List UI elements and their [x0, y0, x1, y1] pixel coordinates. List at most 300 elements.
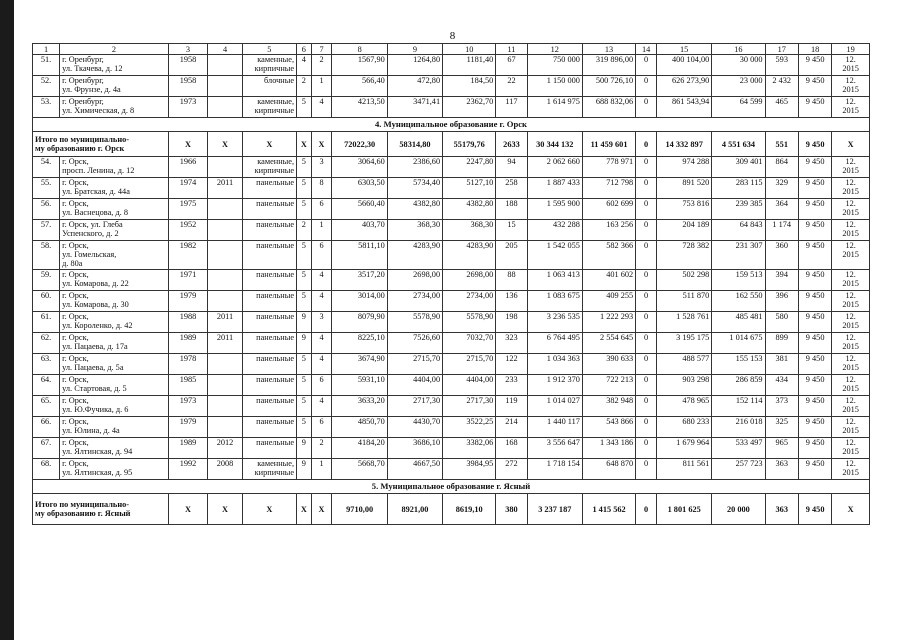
table-row: [33, 354, 870, 375]
cell-line: г. Орск,: [62, 396, 89, 405]
table-row: [33, 375, 870, 396]
limit-cost: 9 450: [798, 270, 831, 291]
floors: 5: [297, 97, 312, 118]
area-value: 3984,95: [443, 459, 496, 480]
cost-value: 0: [636, 55, 657, 76]
area-value: 2362,70: [443, 97, 496, 118]
total-value: 9 450: [798, 494, 831, 525]
area-value: 368,30: [443, 220, 496, 241]
cell-line: г. Орск,: [62, 459, 89, 468]
cell-line: му образованию г. Орск: [35, 144, 125, 153]
cell-line: панельные: [256, 241, 295, 250]
address-cell: [60, 55, 169, 76]
cost-value: 0: [636, 97, 657, 118]
year-commissioned: [208, 76, 242, 97]
row-number: 66.: [33, 417, 60, 438]
total-value: X: [242, 132, 296, 157]
table-row: [33, 417, 870, 438]
total-value: 0: [636, 132, 657, 157]
table-row: [33, 312, 870, 333]
floors: 5: [297, 375, 312, 396]
wall-material: [242, 291, 296, 312]
section-title: 5. Муниципальное образование г. Ясный: [33, 480, 870, 494]
completion-date: [832, 241, 870, 270]
entrances: 4: [311, 291, 332, 312]
row-number: 53.: [33, 97, 60, 118]
area-value: 1181,40: [443, 55, 496, 76]
year-built: 1975: [168, 199, 208, 220]
table-row: [33, 291, 870, 312]
limit-cost: 9 450: [798, 396, 831, 417]
section-row: [33, 480, 870, 494]
completion-date: [832, 396, 870, 417]
cost-value: 1 014 027: [527, 396, 582, 417]
cell-line: 2015: [842, 229, 859, 238]
area-value: 3674,90: [332, 354, 387, 375]
cost-value: 543 866: [582, 417, 635, 438]
entrances: 4: [311, 396, 332, 417]
area-value: 2715,70: [443, 354, 496, 375]
row-number: 64.: [33, 375, 60, 396]
address-cell: [60, 438, 169, 459]
column-header: 15: [657, 44, 712, 55]
column-header: 18: [798, 44, 831, 55]
cost-value: 0: [636, 178, 657, 199]
cell-line: 12.: [845, 417, 856, 426]
wall-material: [242, 55, 296, 76]
area-value: 4382,80: [387, 199, 442, 220]
cost-value: 309 401: [712, 157, 765, 178]
cell-line: каменные,: [257, 55, 295, 64]
column-header: 7: [311, 44, 332, 55]
cell-line: д. 80а: [62, 259, 83, 268]
area-value: 368,30: [387, 220, 442, 241]
cell-line: панельные: [256, 178, 295, 187]
cost-value: 2 062 660: [527, 157, 582, 178]
cost-value: 511 870: [657, 291, 712, 312]
cell-line: г. Орск,: [62, 157, 89, 166]
floors: 5: [297, 270, 312, 291]
year-built: 1979: [168, 291, 208, 312]
cost-value: 1 150 000: [527, 76, 582, 97]
completion-date: [832, 291, 870, 312]
row-number: 65.: [33, 396, 60, 417]
cost-value: 0: [636, 375, 657, 396]
cell-line: 12.: [845, 375, 856, 384]
cell-line: г. Орск,: [62, 354, 89, 363]
limit-cost: 9 450: [798, 375, 831, 396]
cell-line: 2015: [842, 321, 859, 330]
cost-value: 319 896,00: [582, 55, 635, 76]
total-value: 9 450: [798, 132, 831, 157]
unit-cost: 580: [765, 312, 798, 333]
year-built: 1952: [168, 220, 208, 241]
table-row: [33, 55, 870, 76]
cost-value: 478 965: [657, 396, 712, 417]
cell-line: 2015: [842, 85, 859, 94]
cost-value: 3 195 175: [657, 333, 712, 354]
area-value: 3064,60: [332, 157, 387, 178]
area-value: 5578,90: [387, 312, 442, 333]
cell-line: г. Оренбург,: [62, 55, 104, 64]
column-header: 12: [527, 44, 582, 55]
area-value: 1567,90: [332, 55, 387, 76]
residents: 188: [496, 199, 527, 220]
cell-line: панельные: [256, 417, 295, 426]
cost-value: 400 104,00: [657, 55, 712, 76]
cell-line: 12.: [845, 157, 856, 166]
total-value: 8619,10: [443, 494, 496, 525]
wall-material: [242, 375, 296, 396]
unit-cost: 363: [765, 459, 798, 480]
residents: 233: [496, 375, 527, 396]
unit-cost: 1 174: [765, 220, 798, 241]
cost-value: 1 222 293: [582, 312, 635, 333]
area-value: 5734,40: [387, 178, 442, 199]
table-row: [33, 438, 870, 459]
year-commissioned: [208, 375, 242, 396]
address-cell: [60, 312, 169, 333]
cell-line: г. Орск,: [62, 312, 89, 321]
area-value: 403,70: [332, 220, 387, 241]
cell-line: му образованию г. Ясный: [35, 509, 131, 518]
row-number: 54.: [33, 157, 60, 178]
area-value: 2247,80: [443, 157, 496, 178]
year-commissioned: [208, 270, 242, 291]
unit-cost: 465: [765, 97, 798, 118]
cost-value: 1 083 675: [527, 291, 582, 312]
total-value: X: [168, 494, 208, 525]
limit-cost: 9 450: [798, 199, 831, 220]
limit-cost: 9 450: [798, 417, 831, 438]
area-value: 2715,70: [387, 354, 442, 375]
cost-value: 903 298: [657, 375, 712, 396]
cell-line: Итого по муниципально-: [35, 135, 130, 144]
completion-date: [832, 76, 870, 97]
cost-value: 0: [636, 438, 657, 459]
area-value: 184,50: [443, 76, 496, 97]
area-value: 566,40: [332, 76, 387, 97]
floors: 5: [297, 291, 312, 312]
floors: 5: [297, 199, 312, 220]
cost-value: 432 288: [527, 220, 582, 241]
area-value: 4283,90: [387, 241, 442, 270]
row-number: 52.: [33, 76, 60, 97]
address-cell: [60, 291, 169, 312]
entrances: 8: [311, 178, 332, 199]
residents: 122: [496, 354, 527, 375]
cell-line: ул. Гомельская,: [62, 250, 117, 259]
limit-cost: 9 450: [798, 291, 831, 312]
year-commissioned: [208, 396, 242, 417]
floors: 4: [297, 55, 312, 76]
cell-line: блочные: [264, 76, 295, 85]
entrances: 4: [311, 354, 332, 375]
wall-material: [242, 354, 296, 375]
cost-value: 778 971: [582, 157, 635, 178]
total-value: 30 344 132: [527, 132, 582, 157]
cost-value: 648 870: [582, 459, 635, 480]
address-cell: [60, 354, 169, 375]
address-cell: [60, 178, 169, 199]
total-value: X: [208, 132, 242, 157]
address-cell: [60, 270, 169, 291]
column-header: 17: [765, 44, 798, 55]
table-row: [33, 396, 870, 417]
unit-cost: 396: [765, 291, 798, 312]
floors: 2: [297, 76, 312, 97]
unit-cost: 364: [765, 199, 798, 220]
year-commissioned: [208, 291, 242, 312]
cost-value: 1 614 975: [527, 97, 582, 118]
total-value: 363: [765, 494, 798, 525]
area-value: 2717,30: [387, 396, 442, 417]
address-cell: [60, 375, 169, 396]
limit-cost: 9 450: [798, 438, 831, 459]
cell-line: Итого по муниципально-: [35, 500, 130, 509]
column-header: 16: [712, 44, 765, 55]
year-built: 1958: [168, 55, 208, 76]
year-commissioned: [208, 157, 242, 178]
cost-value: 753 816: [657, 199, 712, 220]
cell-line: 2015: [842, 208, 859, 217]
section-row: [33, 118, 870, 132]
column-header: 2: [60, 44, 169, 55]
cost-value: 0: [636, 76, 657, 97]
year-commissioned: [208, 241, 242, 270]
address-cell: [60, 157, 169, 178]
unit-cost: 360: [765, 241, 798, 270]
cell-line: ул. Химическая, д. 8: [62, 106, 135, 115]
cell-line: 12.: [845, 97, 856, 106]
cell-line: каменные,: [257, 459, 295, 468]
table-row: [33, 333, 870, 354]
residents: 258: [496, 178, 527, 199]
row-number: 59.: [33, 270, 60, 291]
cost-value: 0: [636, 270, 657, 291]
total-value: X: [297, 132, 312, 157]
row-number: 62.: [33, 333, 60, 354]
unit-cost: 2 432: [765, 76, 798, 97]
cell-line: 12.: [845, 354, 856, 363]
table-body: [33, 44, 870, 525]
unit-cost: 329: [765, 178, 798, 199]
area-value: 5931,10: [332, 375, 387, 396]
completion-date: [832, 459, 870, 480]
cell-line: кирпичные: [254, 166, 295, 175]
row-number: 67.: [33, 438, 60, 459]
cost-value: 152 114: [712, 396, 765, 417]
cell-line: г. Орск,: [62, 438, 89, 447]
cell-line: 12.: [845, 76, 856, 85]
cell-line: панельные: [256, 199, 295, 208]
wall-material: [242, 417, 296, 438]
residents: 117: [496, 97, 527, 118]
year-built: 1988: [168, 312, 208, 333]
year-built: 1989: [168, 333, 208, 354]
total-value: 14 332 897: [657, 132, 712, 157]
total-value: 0: [636, 494, 657, 525]
cell-line: панельные: [256, 220, 295, 229]
floors: 9: [297, 312, 312, 333]
cell-line: 12.: [845, 220, 856, 229]
housing-table: [32, 43, 870, 525]
floors: 5: [297, 157, 312, 178]
cell-line: ул. Ялтинская, д. 95: [62, 468, 133, 477]
cost-value: 1 063 413: [527, 270, 582, 291]
wall-material: [242, 333, 296, 354]
table-row: [33, 97, 870, 118]
column-header: 11: [496, 44, 527, 55]
residents: 136: [496, 291, 527, 312]
cell-line: 2015: [842, 363, 859, 372]
completion-date: [832, 270, 870, 291]
area-value: 5811,10: [332, 241, 387, 270]
completion-date: [832, 312, 870, 333]
column-header: 13: [582, 44, 635, 55]
wall-material: [242, 97, 296, 118]
total-value: X: [297, 494, 312, 525]
column-header: 4: [208, 44, 242, 55]
cell-line: 2015: [842, 64, 859, 73]
address-cell: [60, 459, 169, 480]
total-label: [33, 494, 169, 525]
completion-date: [832, 199, 870, 220]
table-row: [33, 459, 870, 480]
column-header: 5: [242, 44, 296, 55]
page-number: 8: [449, 30, 456, 42]
residents: 198: [496, 312, 527, 333]
cost-value: 728 382: [657, 241, 712, 270]
cell-line: панельные: [256, 354, 295, 363]
cost-value: 1 034 363: [527, 354, 582, 375]
area-value: 5660,40: [332, 199, 387, 220]
year-built: 1958: [168, 76, 208, 97]
year-built: 1971: [168, 270, 208, 291]
residents: 94: [496, 157, 527, 178]
cost-value: 159 513: [712, 270, 765, 291]
year-built: 1979: [168, 417, 208, 438]
table-row: [33, 241, 870, 270]
area-value: 5578,90: [443, 312, 496, 333]
row-number: 68.: [33, 459, 60, 480]
cell-line: г. Орск,: [62, 178, 89, 187]
limit-cost: 9 450: [798, 76, 831, 97]
column-header: 19: [832, 44, 870, 55]
cost-value: 382 948: [582, 396, 635, 417]
year-built: 1982: [168, 241, 208, 270]
total-value: X: [208, 494, 242, 525]
area-value: 2717,30: [443, 396, 496, 417]
cell-line: 2015: [842, 279, 859, 288]
column-header: 3: [168, 44, 208, 55]
cell-line: г. Орск,: [62, 270, 89, 279]
residents: 67: [496, 55, 527, 76]
cost-value: 30 000: [712, 55, 765, 76]
row-number: 55.: [33, 178, 60, 199]
wall-material: [242, 178, 296, 199]
cost-value: 0: [636, 199, 657, 220]
cost-value: 23 000: [712, 76, 765, 97]
cell-line: 12.: [845, 241, 856, 250]
entrances: 6: [311, 199, 332, 220]
limit-cost: 9 450: [798, 97, 831, 118]
completion-date: [832, 354, 870, 375]
column-header: 6: [297, 44, 312, 55]
entrances: 2: [311, 55, 332, 76]
area-value: 3517,20: [332, 270, 387, 291]
row-number: 57.: [33, 220, 60, 241]
cell-line: ул. Пацаева, д. 17а: [62, 342, 128, 351]
floors: 5: [297, 396, 312, 417]
year-commissioned: [208, 97, 242, 118]
table-row: [33, 76, 870, 97]
cell-line: ул. Фрунзе, д. 4а: [62, 85, 121, 94]
cell-line: панельные: [256, 333, 295, 342]
year-built: 1974: [168, 178, 208, 199]
year-built: 1973: [168, 396, 208, 417]
floors: 9: [297, 438, 312, 459]
cell-line: ул. Ю.Фучика, д. 6: [62, 405, 129, 414]
area-value: 4213,50: [332, 97, 387, 118]
cost-value: 64 599: [712, 97, 765, 118]
cell-line: г. Орск,: [62, 375, 89, 384]
cost-value: 500 726,10: [582, 76, 635, 97]
entrances: 2: [311, 438, 332, 459]
cost-value: 6 764 495: [527, 333, 582, 354]
limit-cost: 9 450: [798, 220, 831, 241]
cell-line: 12.: [845, 333, 856, 342]
wall-material: [242, 241, 296, 270]
cost-value: 974 288: [657, 157, 712, 178]
area-value: 4404,00: [443, 375, 496, 396]
area-value: 5127,10: [443, 178, 496, 199]
cost-value: 257 723: [712, 459, 765, 480]
cell-line: 2015: [842, 187, 859, 196]
cell-line: г. Орск,: [62, 241, 89, 250]
total-row: [33, 494, 870, 525]
cell-line: ул. Братская, д. 44а: [62, 187, 130, 196]
unit-cost: 434: [765, 375, 798, 396]
cell-line: 2015: [842, 106, 859, 115]
address-cell: [60, 241, 169, 270]
total-value: 551: [765, 132, 798, 157]
row-number: 60.: [33, 291, 60, 312]
area-value: 2698,00: [443, 270, 496, 291]
wall-material: [242, 396, 296, 417]
year-built: 1985: [168, 375, 208, 396]
area-value: 6303,50: [332, 178, 387, 199]
area-value: 3522,25: [443, 417, 496, 438]
entrances: 4: [311, 97, 332, 118]
section-title: 4. Муниципальное образование г. Орск: [33, 118, 870, 132]
year-commissioned: 2012: [208, 438, 242, 459]
cell-line: Успенского, д. 2: [62, 229, 119, 238]
area-value: 2386,60: [387, 157, 442, 178]
address-cell: [60, 396, 169, 417]
total-value: 55179,76: [443, 132, 496, 157]
cell-line: каменные,: [257, 157, 295, 166]
cell-line: 12.: [845, 312, 856, 321]
entrances: 1: [311, 220, 332, 241]
cost-value: 688 832,06: [582, 97, 635, 118]
entrances: 6: [311, 417, 332, 438]
area-value: 7032,70: [443, 333, 496, 354]
cell-line: 12.: [845, 178, 856, 187]
residents: 88: [496, 270, 527, 291]
area-value: 3633,20: [332, 396, 387, 417]
area-value: 3382,06: [443, 438, 496, 459]
